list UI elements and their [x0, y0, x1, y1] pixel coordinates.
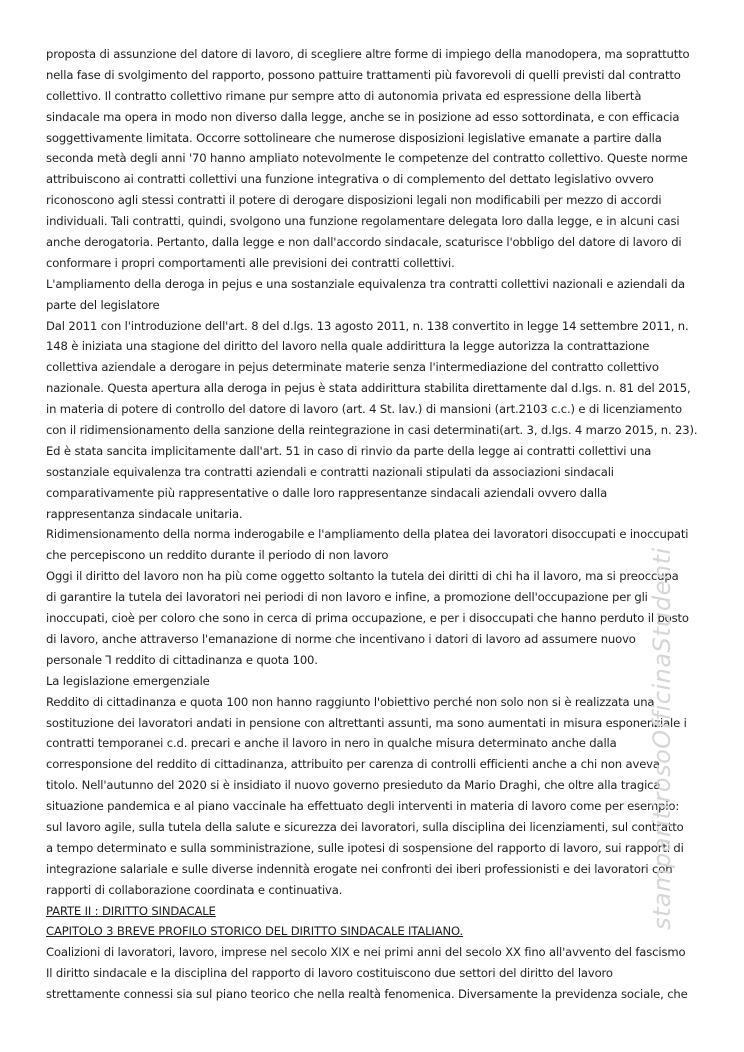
- text-line: comparativamente più rappresentative o dalle loro rappresentanze sindacali aziendali ovvero dalla: [46, 485, 608, 500]
- text-line: inoccupati, cioè per coloro che sono in cerca di prima occupazione, e per i disoccupati che hanno perduto il posto: [46, 611, 689, 626]
- text-line: Oggi il diritto del lavoro non ha più come oggetto soltanto la tutela dei diritti di chi ha il lavoro, ma si preoccupa: [46, 569, 679, 584]
- section-heading-line: Ridimensionamento della norma inderogabile e l'ampliamento della platea dei lavoratori disoccupati e inoccupati: [46, 527, 689, 542]
- text-line: a tempo determinato e sulla somministrazione, sulle ipotesi di sospensione del rapporto di lavoro, sui rapporti di: [46, 840, 684, 855]
- text-line: nella fase di svolgimento del rapporto, possono pattuire trattamenti più favorevoli di quelli previsti dal contratto: [46, 67, 681, 82]
- text-line: anche derogatoria. Pertanto, dalla legge e non dall'accordo sindacale, scaturisce l'obbligo del datore di lavoro di: [46, 235, 682, 250]
- text-line: di garantire la tutela dei lavoratori nei periodi di non lavoro e infine, a promozione dell'occupazione per gli: [46, 590, 648, 605]
- text-line: Reddito di cittadinanza e quota 100 non hanno raggiunto l'obiettivo perché non solo non si è realizzata una: [46, 694, 655, 709]
- text-line: Ed è stata sancita implicitamente dall'art. 51 in caso di rinvio da parte della legge ai contratti collettivi una: [46, 443, 652, 458]
- text-line: sindacale ma opera in modo non diverso dalla legge, anche se in posizione ad esso sottordinata, e con efficacia: [46, 109, 680, 124]
- text-line: 148 è iniziata una stagione del diritto del lavoro nella quale addirittura la legge autorizza la contrattazione: [46, 339, 650, 354]
- chapter-heading: CAPITOLO 3 BREVE PROFILO STORICO DEL DIRITTO SINDACALE ITALIANO.: [46, 924, 464, 939]
- text-line: Il diritto sindacale e la disciplina del rapporto di lavoro costituiscono due settori del diritto del lavoro: [46, 966, 613, 981]
- text-line: collettivo. Il contratto collettivo rimane pur sempre atto di autonomia privata ed espressione della libertà: [46, 88, 642, 103]
- part-heading: PARTE II : DIRITTO SINDACALE: [46, 903, 216, 918]
- text-line: sul lavoro agile, sulla tutela della salute e sicurezza dei lavoratori, sulla disciplina dei licenziamenti, sul contratto: [46, 819, 684, 834]
- text-line: conformare i propri comportamenti alle previsioni dei contratti collettivi.: [46, 255, 455, 270]
- section-heading-line: parte del legislatore: [46, 297, 160, 312]
- text-line: soggettivamente limitata. Occorre sottolineare che numerose disposizioni legislative emanate a partire dalla: [46, 130, 662, 145]
- text-line: sostituzione dei lavoratori andati in pensione con altrettanti assunti, ma sono aumentati in misura esponenziale i: [46, 715, 687, 730]
- text-line: integrazione salariale e sulle diverse indennità erogate nei confronti dei iberi professionisti e dei lavoratori con: [46, 861, 673, 876]
- text-line: riconoscono agli stessi contratti il potere di derogare disposizioni legali non modificabili per mezzo di accordi: [46, 193, 662, 208]
- text-line: con il ridimensionamento della sanzione della reintegrazione in casi determinati(art. 3, d.lgs. 4 marzo 2015, n. 23).: [46, 423, 698, 438]
- text-line: rappresentanza sindacale unitaria.: [46, 506, 243, 521]
- text-line: collettiva aziendale a derogare in pejus determinate materie senza l'intermediazione del contratto collettivo: [46, 360, 659, 375]
- text-line: situazione pandemica e al piano vaccinale ha effettuato degli interventi in materia di lavoro come per esempio:: [46, 799, 680, 814]
- section-heading-line: La legislazione emergenziale: [46, 673, 210, 688]
- text-line: contratti temporanei c.d. precari e anche il lavoro in nero in qualche misura determinato anche dalla: [46, 736, 617, 751]
- text-line: seconda metà degli anni '70 hanno ampliato notevolmente le competenze del contratto collettivo. Queste norme: [46, 151, 688, 166]
- text-line: sostanziale equivalenza tra contratti aziendali e contratti nazionali stipulati da associazioni sindacali: [46, 464, 614, 479]
- section-heading-line: che percepiscono un reddito durante il periodo di non lavoro: [46, 548, 389, 563]
- text-line: di lavoro, anche attraverso l'emanazione di norme che incentivano i datori di lavoro ad assumere nuovo: [46, 631, 636, 646]
- text-line: in materia di potere di controllo del datore di lavoro (art. 4 St. lav.) di mansioni (art.2103 c.c.) e di licenziamento: [46, 402, 682, 417]
- watermark: stamparitirosoOfficinaStudenti: [648, 547, 676, 930]
- text-line: rapporti di collaborazione coordinata e continuativa.: [46, 882, 343, 897]
- text-line: attribuiscono ai contratti collettivi una funzione integrativa o di complemento del dettato legislativo ovvero: [46, 172, 654, 187]
- text-line: titolo. Nell'autunno del 2020 si è insidiato il nuovo governo presieduto da Mario Draghi, che oltre alla tragica: [46, 778, 661, 793]
- text-line: proposta di assunzione del datore di lavoro, di scegliere altre forme di impiego della manodopera, ma soprattutto: [46, 47, 690, 61]
- text-line: personale ⅂ reddito di cittadinanza e quota 100.: [46, 652, 318, 667]
- text-line: strettamente connessi sia sul piano teorico che nella realtà fenomenica. Diversamente la previdenza sociale, che: [46, 987, 688, 1002]
- section-heading-line: L'ampliamento della deroga in pejus e una sostanziale equivalenza tra contratti collettivi nazionali e aziendali da: [46, 276, 685, 291]
- text-line: Dal 2011 con l'introduzione dell'art. 8 del d.lgs. 13 agosto 2011, n. 138 convertito in legge 14 settembre 2011, n.: [46, 318, 689, 333]
- text-line: nazionale. Questa apertura alla deroga in pejus è stata addirittura stabilita direttamente dal d.lgs. n. 81 del 2015,: [46, 381, 691, 396]
- text-line: individuali. Tali contratti, quindi, svolgono una funzione regolamentare delegata loro dalla legge, e in alcuni casi: [46, 214, 680, 229]
- section-heading-line: Coalizioni di lavoratori, lavoro, imprese nel secolo XIX e nei primi anni del secolo XX fino all'avvento del fascismo: [46, 945, 686, 960]
- text-line: corresponsione del reddito di cittadinanza, attribuito per carenza di controlli efficienti anche a chi non aveva: [46, 757, 660, 772]
- document-body: [46, 44, 701, 1005]
